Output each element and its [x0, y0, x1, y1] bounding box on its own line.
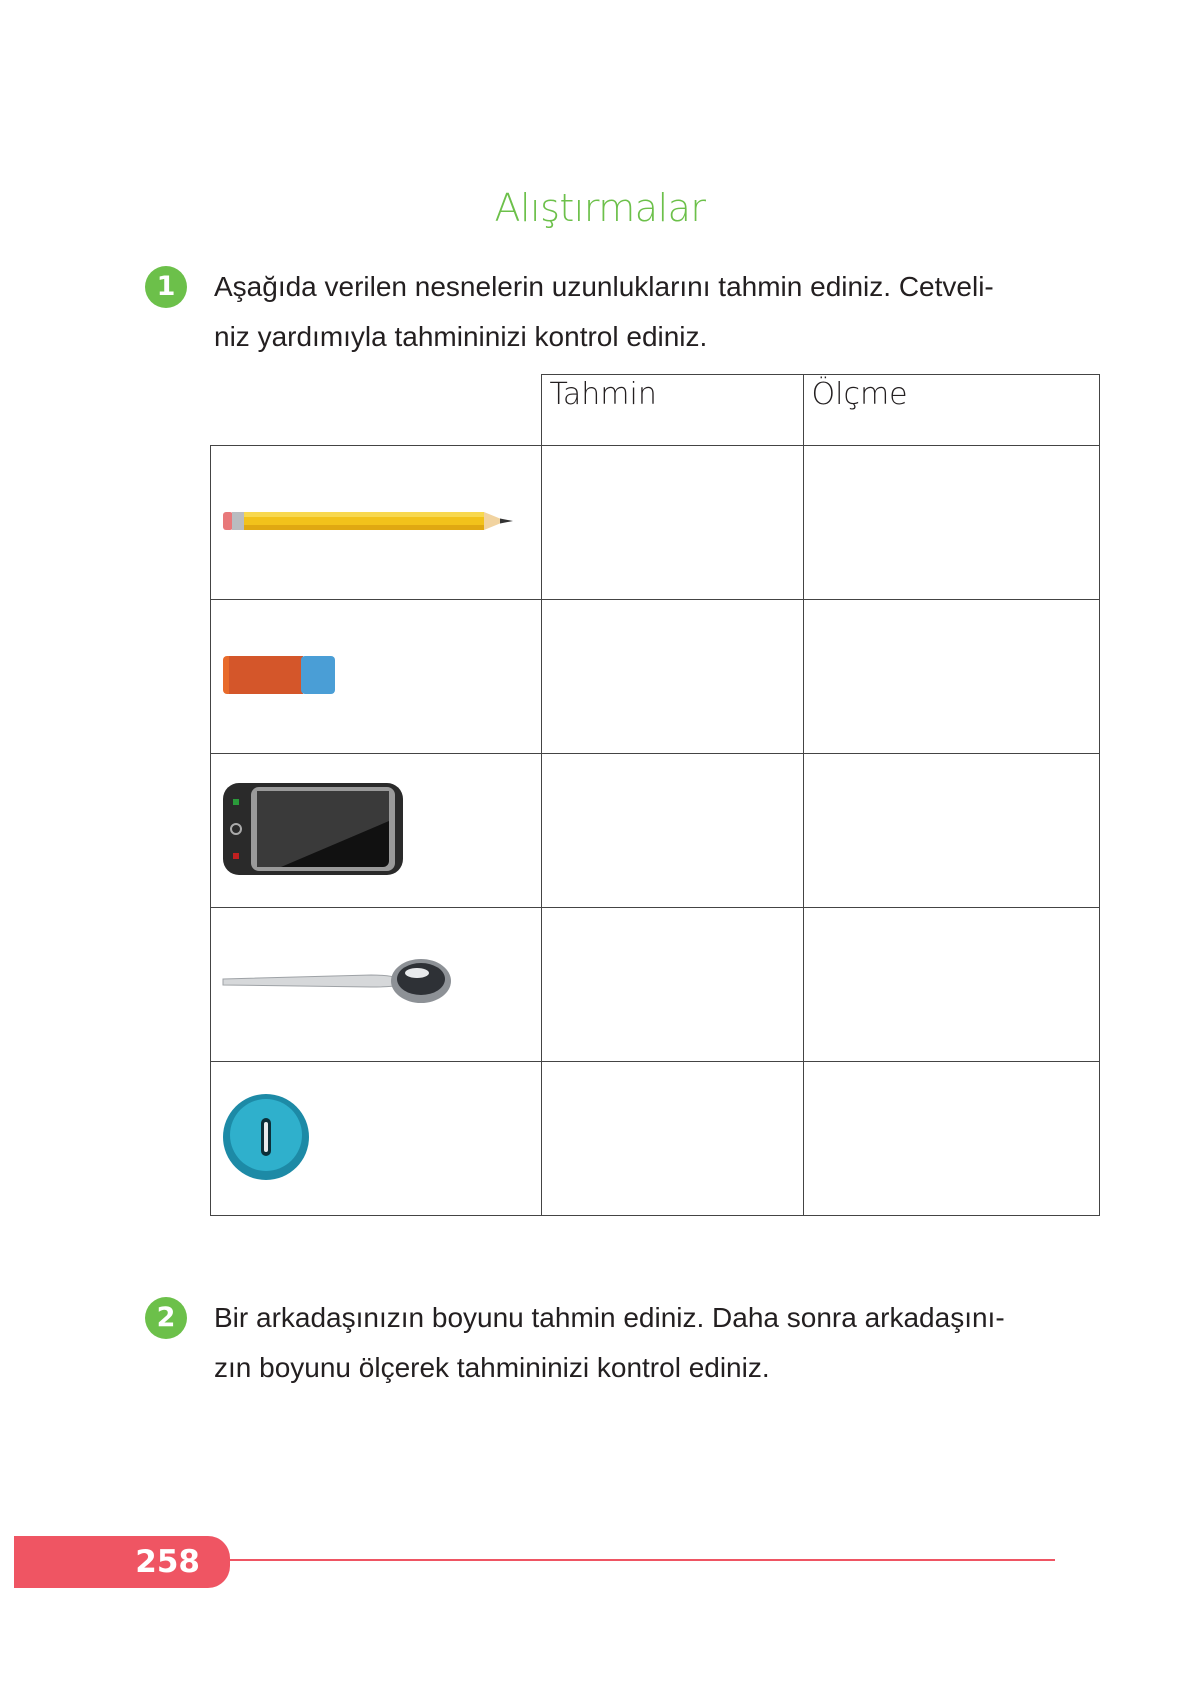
- exercise-2-line-1: Bir arkadaşınızın boyunu tahmin ediniz. Daha sonra arkadaşını-: [214, 1302, 1005, 1333]
- table-corner: [211, 375, 542, 446]
- olcme-cell[interactable]: [803, 908, 1099, 1062]
- object-cell: [211, 908, 542, 1062]
- button-icon: [221, 1092, 311, 1182]
- header-olcme: Ölçme: [803, 375, 1099, 446]
- object-cell: [211, 446, 542, 600]
- tahmin-cell[interactable]: [541, 754, 803, 908]
- olcme-cell[interactable]: [803, 600, 1099, 754]
- table-row: [211, 446, 1100, 600]
- header-tahmin: Tahmin: [541, 375, 803, 446]
- olcme-cell[interactable]: [803, 754, 1099, 908]
- exercise-number-2: 2: [145, 1297, 187, 1339]
- exercise-2-text: [214, 1293, 1054, 1393]
- table-row: [211, 600, 1100, 754]
- section-title: Alıştırmalar: [494, 186, 706, 230]
- tahmin-cell[interactable]: [541, 446, 803, 600]
- object-cell: [211, 600, 542, 754]
- exercise-number-1: 1: [145, 266, 187, 308]
- mobile-phone-icon: [221, 781, 406, 877]
- object-cell: [211, 1062, 542, 1216]
- exercise-1-line-1: Aşağıda verilen nesnelerin uzunluklarını tahmin ediniz. Cetveli-: [214, 271, 994, 302]
- table-row: [211, 908, 1100, 1062]
- tahmin-cell[interactable]: [541, 908, 803, 1062]
- footer-rule: [230, 1559, 1055, 1561]
- table-row: [211, 754, 1100, 908]
- measurement-table: [210, 374, 1100, 1216]
- olcme-cell[interactable]: [803, 1062, 1099, 1216]
- tahmin-cell[interactable]: [541, 600, 803, 754]
- olcme-cell[interactable]: [803, 446, 1099, 600]
- exercise-2-line-2: zın boyunu ölçerek tahmininizi kontrol ediniz.: [214, 1352, 770, 1383]
- table-row: [211, 1062, 1100, 1216]
- tahmin-cell[interactable]: [541, 1062, 803, 1216]
- page-number-badge: 258: [14, 1536, 230, 1588]
- spoon-icon: [221, 953, 456, 1013]
- exercise-1-text: [214, 262, 1054, 362]
- exercise-1-line-2: niz yardımıyla tahmininizi kontrol ediniz.: [214, 321, 708, 352]
- object-cell: [211, 754, 542, 908]
- pencil-icon: [221, 506, 516, 536]
- eraser-icon: [221, 654, 336, 696]
